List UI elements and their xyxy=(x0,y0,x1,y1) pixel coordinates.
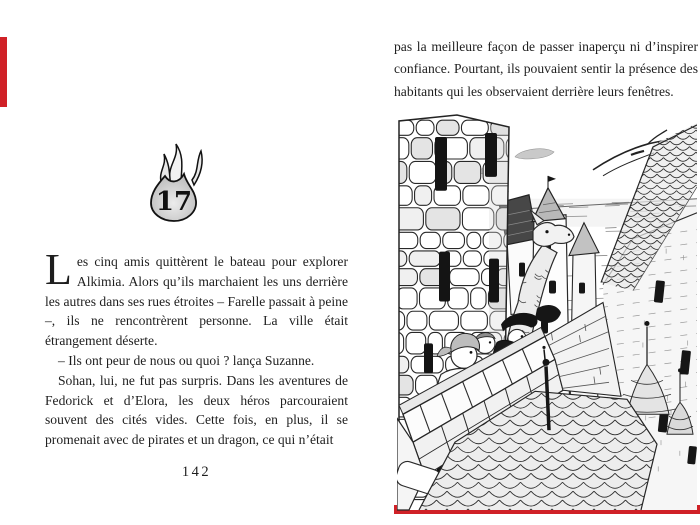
red-edge-strip-left xyxy=(0,37,7,107)
chapter-opening-text xyxy=(45,245,348,450)
continuation-text: pas la meilleure façon de passer inaperçu ni d’inspirer confiance. Pourtant, ils pouvaient sentir la présence des habitants qui les observaient derrière leurs fenêtres. xyxy=(394,39,698,99)
flame-icon xyxy=(141,140,207,224)
page-number: 142 xyxy=(181,464,212,480)
flame-flick-right xyxy=(192,151,202,185)
paragraph-1-text: es cinq amis quittèrent le bateau pour explorer Alkimia. Alors qu’ils marchaient les uns derrière les autres dans ses rues étroites – Farelle passait à peine –, ils ne rencontrèrent personne. La ville était étrangement déserte. xyxy=(45,254,348,349)
paragraph-2: – Ils ont peur de nous ou quoi ? lança Suzanne. xyxy=(58,352,315,368)
drop-cap: L xyxy=(45,245,72,294)
paragraph-3: Sohan, lui, ne fut pas surpris. Dans les aventures de Fedorick et d’Elora, les deux héros parcouraient souvent des cités vides. Cette fois, en plus, il se promenait avec de pirates et un dragon, ce qui n’était xyxy=(45,372,348,448)
castle-illustration xyxy=(397,113,697,512)
page-right xyxy=(394,0,698,525)
page-left xyxy=(45,0,348,525)
chapter-number: 17 xyxy=(155,187,193,217)
paragraph-1 xyxy=(45,245,348,351)
